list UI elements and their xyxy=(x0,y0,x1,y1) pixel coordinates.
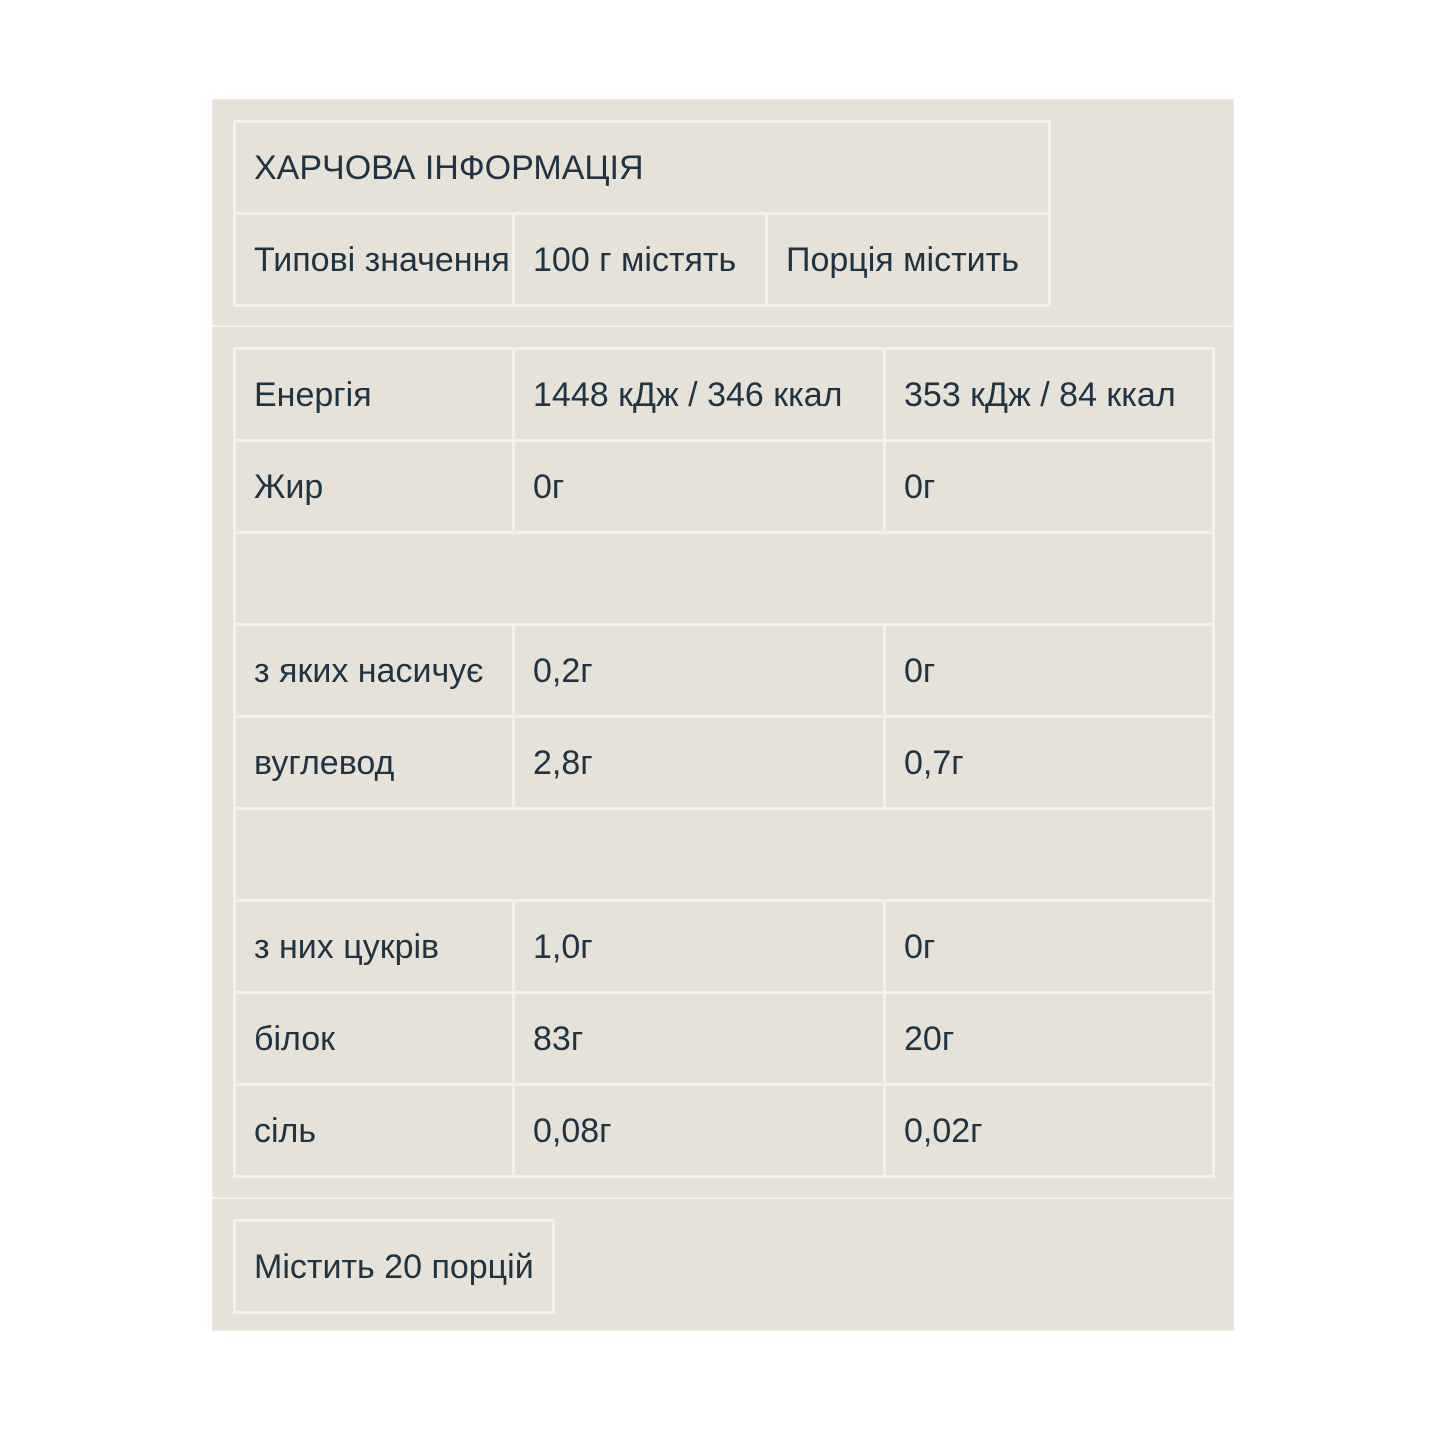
nutrient-per-portion: 0г xyxy=(885,625,1214,717)
nutrient-name: білок xyxy=(235,993,514,1085)
table-row xyxy=(235,625,1214,717)
column-headers-row xyxy=(235,214,1050,306)
table-row xyxy=(235,717,1214,809)
nutrition-body-section xyxy=(213,325,1233,1199)
nutrient-per-portion: 353 кДж / 84 ккал xyxy=(885,349,1214,441)
title-row xyxy=(235,122,1050,214)
table-row-empty xyxy=(235,533,1214,625)
servings-row xyxy=(235,1221,554,1313)
servings-table xyxy=(233,1219,555,1314)
column-header-typical: Типові значення xyxy=(235,214,514,306)
nutrient-name: Жир xyxy=(235,441,514,533)
nutrient-per-100g: 0,2г xyxy=(514,625,885,717)
nutrient-per-100g: 83г xyxy=(514,993,885,1085)
nutrition-header-table xyxy=(233,120,1051,307)
nutrient-name: вуглевод xyxy=(235,717,514,809)
nutrient-per-100g: 1,0г xyxy=(514,901,885,993)
table-row xyxy=(235,1085,1214,1177)
nutrition-header-section xyxy=(213,100,1233,324)
nutrient-per-portion: 0,7г xyxy=(885,717,1214,809)
table-row-empty xyxy=(235,809,1214,901)
table-row xyxy=(235,901,1214,993)
nutrient-per-portion: 0г xyxy=(885,441,1214,533)
nutrient-name: з яких насичує xyxy=(235,625,514,717)
servings-count: Містить 20 порцій xyxy=(235,1221,554,1313)
nutrient-per-portion: 0,02г xyxy=(885,1085,1214,1177)
column-header-per-100g: 100 г містять xyxy=(514,214,767,306)
table-row xyxy=(235,993,1214,1085)
nutrient-per-100g: 1448 кДж / 346 ккал xyxy=(514,349,885,441)
table-row xyxy=(235,349,1214,441)
nutrient-name: з них цукрів xyxy=(235,901,514,993)
nutrition-footer-section xyxy=(213,1197,1233,1332)
nutrient-per-100g: 0,08г xyxy=(514,1085,885,1177)
nutrient-name: Енергія xyxy=(235,349,514,441)
nutrient-per-portion: 0г xyxy=(885,901,1214,993)
nutrition-values-table xyxy=(233,347,1215,1178)
nutrient-per-100g: 2,8г xyxy=(514,717,885,809)
table-row xyxy=(235,441,1214,533)
nutrient-per-portion: 20г xyxy=(885,993,1214,1085)
nutrition-panel xyxy=(213,100,1233,1330)
nutrient-per-100g: 0г xyxy=(514,441,885,533)
empty-cell xyxy=(235,809,1214,901)
empty-cell xyxy=(235,533,1214,625)
nutrition-title: ХАРЧОВА ІНФОРМАЦІЯ xyxy=(235,122,1050,214)
nutrient-name: сіль xyxy=(235,1085,514,1177)
column-header-portion: Порція містить xyxy=(767,214,1050,306)
